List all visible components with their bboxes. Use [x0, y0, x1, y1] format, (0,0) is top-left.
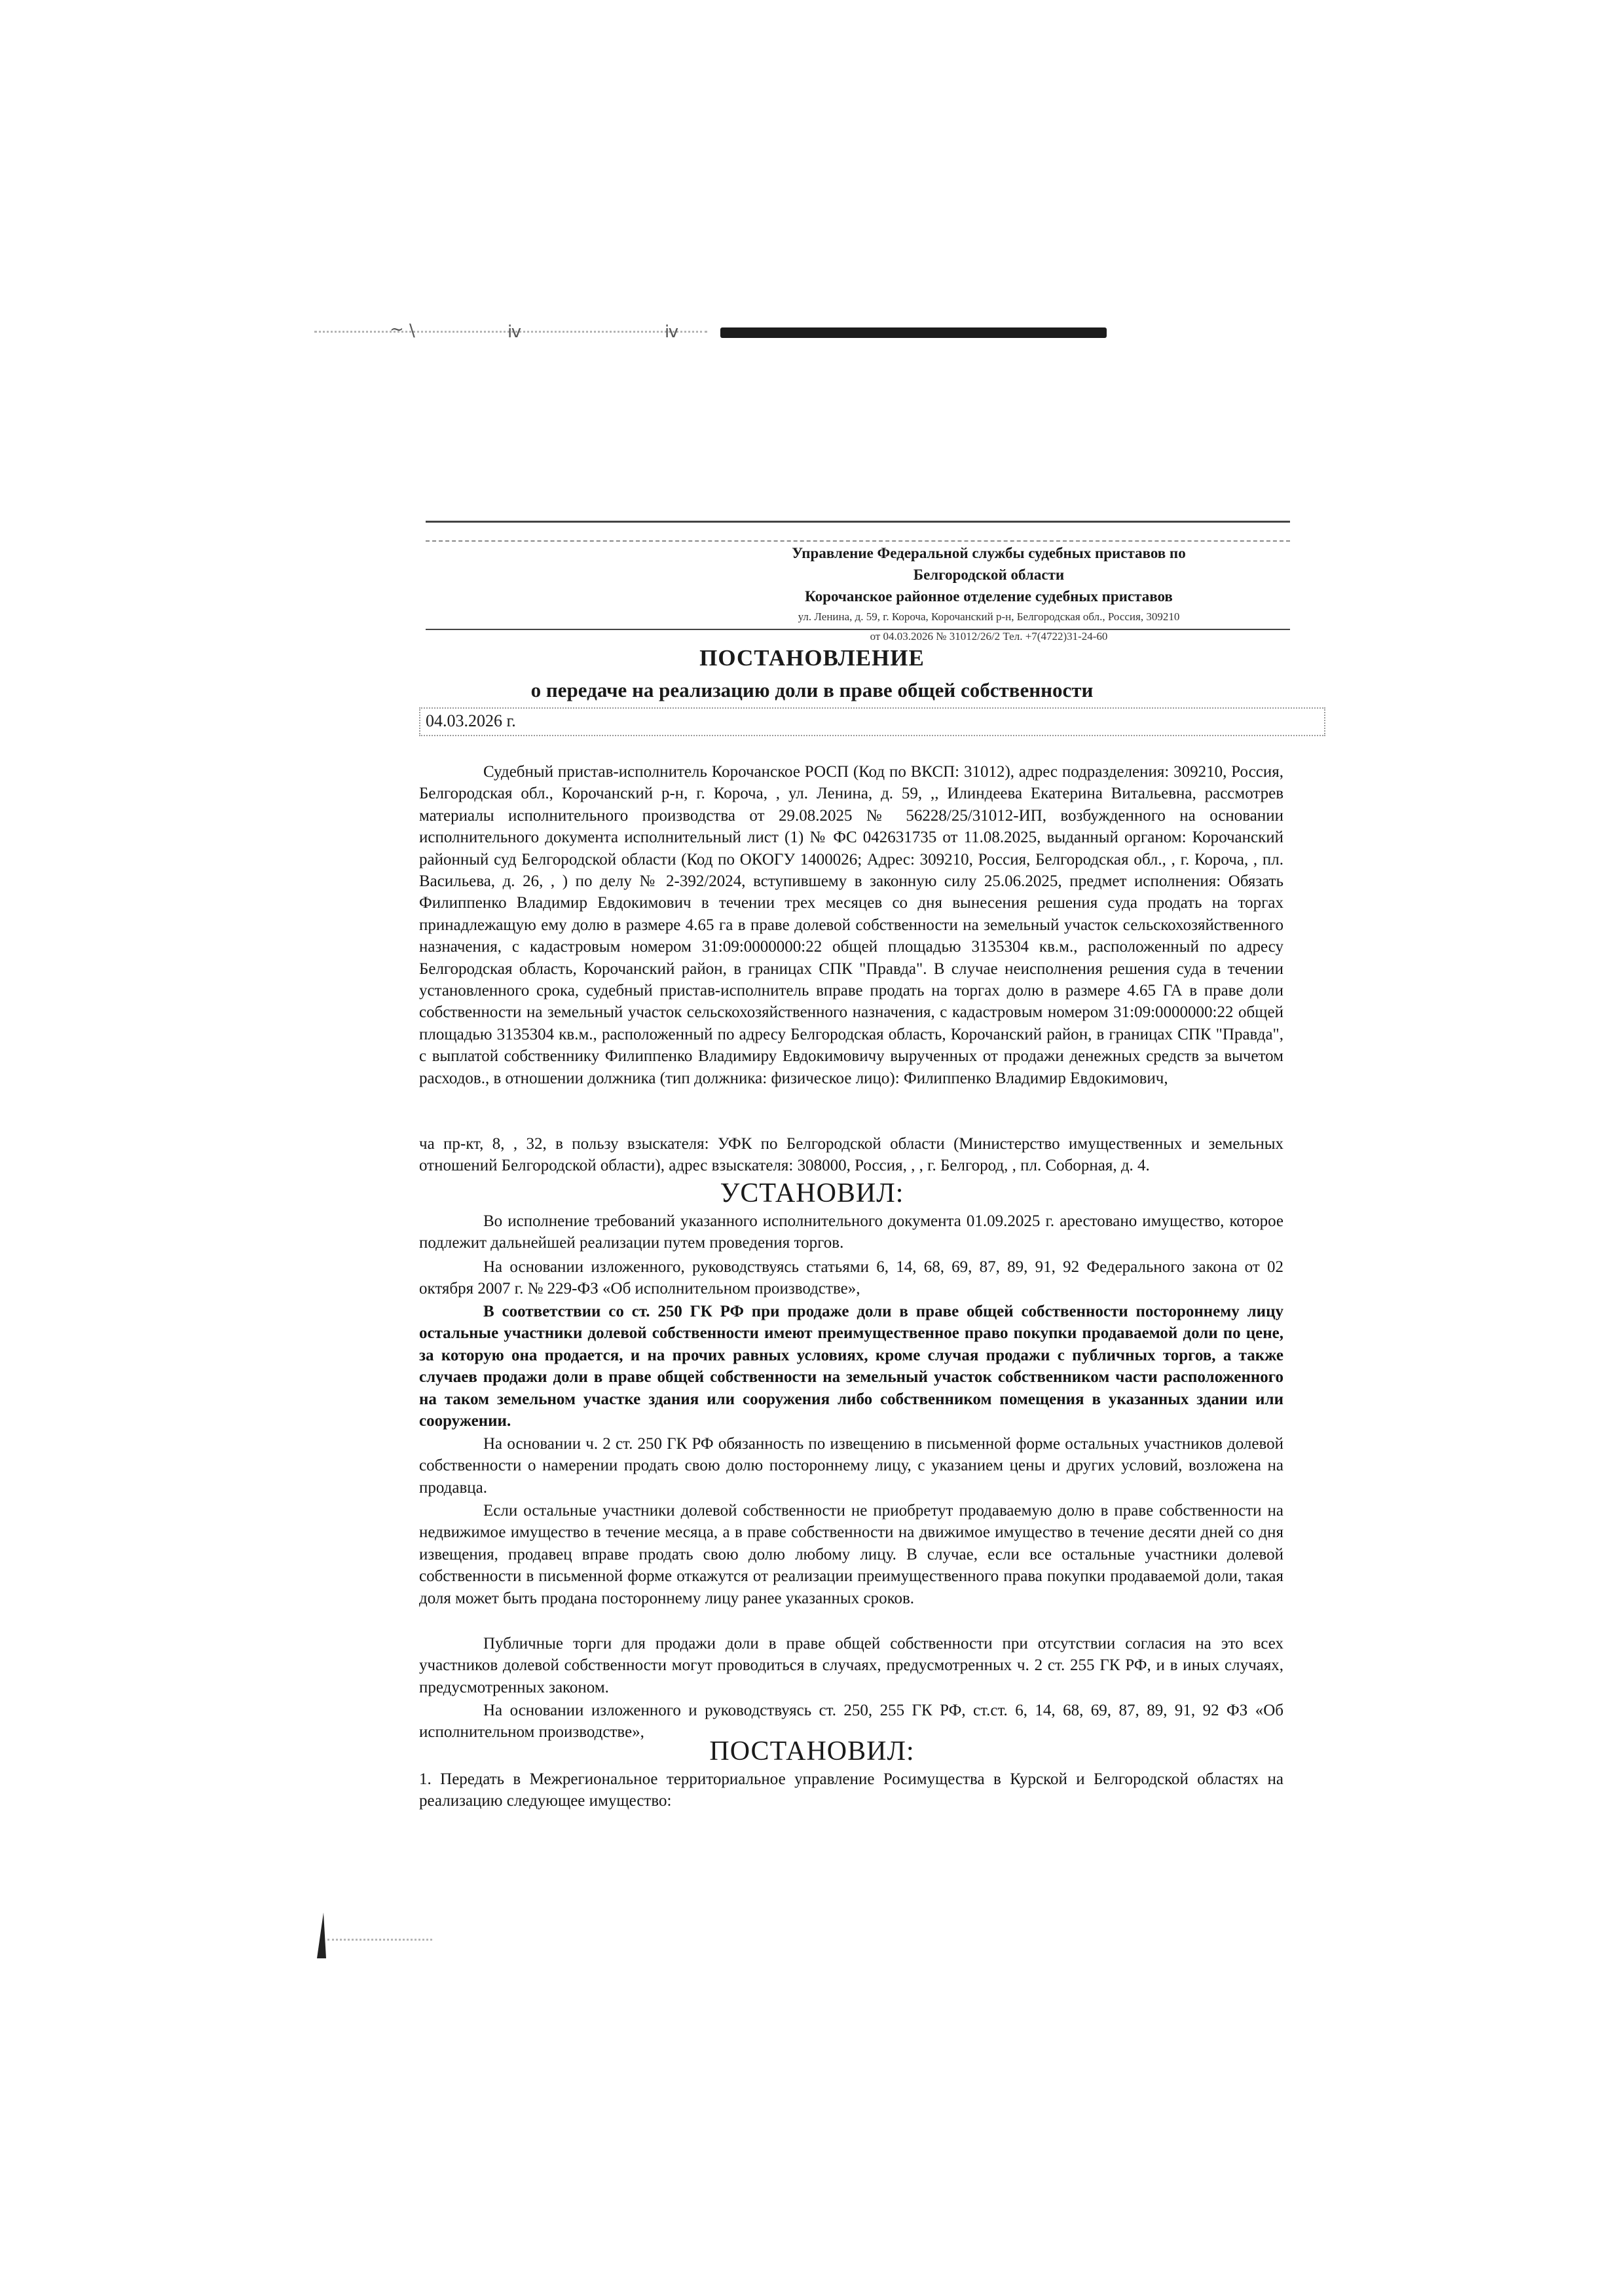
agency-region: Белгородской области — [913, 567, 1065, 583]
established-paragraph-bold: В соответствии со ст. 250 ГК РФ при продаже доли в праве общей собственности постороннему лицу остальные участники долевой собственности имеют преимущественное право покупки продаваемой доли по цене, за которую она продается, и на прочих равных условиях, кроме случая продажи с публичных торгов, а также случаев продажи доли в праве общей собственности на земельный участок собственником части расположенного на таком земельном участке здания или сооружения либо собственником помещения в указанных здании или сооружении. — [419, 1303, 1283, 1430]
header-rule-dashed — [426, 540, 1290, 542]
established-paragraph: На основании ч. 2 ст. 250 ГК РФ обязанность по извещению в письменной форме остальных участников долевой собственности о намерении продать свою долю постороннему лицу, с указанием цены и других условий, возложена на продавца. — [419, 1435, 1283, 1497]
scan-noise — [327, 1939, 432, 1945]
scan-black-bar — [720, 327, 1107, 338]
date-field — [419, 707, 1325, 736]
scan-mark: ⅳ — [507, 322, 522, 342]
header-rule-top — [426, 521, 1290, 523]
header-rule-bottom — [426, 629, 1290, 630]
document-date: 04.03.2026 г. — [426, 711, 516, 730]
scan-mark: ~ — [390, 320, 404, 339]
section-heading-resolved: ПОСТАНОВИЛ: — [709, 1736, 915, 1766]
established-paragraph: На основании изложенного и руководствуясь ст. 250, 255 ГК РФ, ст.ст. 6, 14, 68, 69, 87, 89, 91, 92 ФЗ «Об исполнительном производстве», — [419, 1702, 1283, 1742]
document-title: ПОСТАНОВЛЕНИЕ — [699, 645, 925, 671]
issuer-header — [688, 542, 1290, 646]
agency-name: Управление Федеральной службы судебных приставов по — [792, 545, 1186, 561]
department-name: Корочанское районное отделение судебных приставов — [805, 588, 1173, 605]
resolved-item: 1. Передать в Межрегиональное территориальное управление Росимущества в Курской и Белгородской областях на реализацию следующее имущество: — [419, 1770, 1283, 1810]
document-subtitle: о передаче на реализацию доли в праве общей собственности — [530, 679, 1094, 701]
established-paragraph: Если остальные участники долевой собственности не приобретут продаваемую долю в праве собственности на недвижимое имущество в течение месяца, а в праве собственности на движимое имущество в течение десяти дней со дня извещения, продавец вправе продать свою долю любому лицу. В случае, если все остальные участники долевой собственности в письменной форме откажутся от реализации преимущественного права покупки продаваемой доли, такая доля может быть продана постороннему лицу ранее указанных сроков. — [419, 1502, 1283, 1607]
document-ref: от 04.03.2026 № 31012/26/2 Тел. +7(4722)31-24-60 — [870, 630, 1108, 643]
scan-mark — [317, 1912, 326, 1958]
section-heading-established: УСТАНОВИЛ: — [720, 1178, 904, 1208]
department-address: ул. Ленина, д. 59, г. Короча, Корочанский р-н, Белгородская обл., Россия, 309210 — [798, 610, 1180, 623]
established-paragraph: Во исполнение требований указанного исполнительного документа 01.09.2025 г. арестовано имущество, которое подлежит дальнейшей реализации путем проведения торгов. — [419, 1212, 1283, 1252]
intro-paragraph: Судебный пристав-исполнитель Корочанское РОСП (Код по ВКСП: 31012), адрес подразделения: 309210, Россия, Белгородская обл., Корочанский р-н, г. Короча, , ул. Ленина, д. 59, ,, Илиндеева Екатерина Витальевна, рассмотрев материалы исполнительного производства от 29.08.2025 № 56228/25/31012-ИП, возбужденного на основании исполнительного документа исполнительный лист (1) № ФС 042631735 от 11.08.2025, выданный органом: Корочанский районный суд Белгородской области (Код по ОКОГУ 1400026; Адрес: 309210, Россия, Белгородская обл., , г. Короча, , пл. Васильева, д. 26, , ) по делу № 2-392/2024, вступившему в законную силу 25.06.2025, предмет исполнения: Обязать Филиппенко Владимир Евдокимович в течении трех месяцев со дня вынесения решения суда продать на торгах принадлежащую ему долю в размере 4.65 га в праве долевой собственности на земельный участок сельскохозяйственного назначения, с кадастровым номером 31:09:0000000:22 общей площадью 3135304 кв.м., расположенный по адресу Белгородская область, Корочанский район, в границах СПК "Правда". В случае неисполнения решения суда в течении установленного срока, судебный пристав-исполнитель вправе продать на торгах долю в размере 4.65 ГА в праве доли собственности на земельный участок сельскохозяйственного назначения, с кадастровым номером 31:09:0000000:22 общей площадью 3135304 кв.м., расположенный по адресу Белгородская область, Корочанский район, в границах СПК "Правда", с выплатой собственнику Филиппенко Владимиру Евдокимовичу вырученных от продажи денежных средств за вычетом расходов., в отношении должника (тип должника: физическое лицо): Филиппенко Владимир Евдокимович, — [419, 763, 1283, 1087]
established-paragraph: На основании изложенного, руководствуясь статьями 6, 14, 68, 69, 87, 89, 91, 92 Федерального закона от 02 октября 2007 г. № 229-ФЗ «Об исполнительном производстве», — [419, 1258, 1283, 1298]
scan-mark: ⅳ — [665, 322, 679, 342]
scan-mark: \ — [409, 321, 415, 341]
intro-paragraph-claimant: ча пр-кт, 8, , 32, в пользу взыскателя: УФК по Белгородской области (Министерство имущественных и земельных отношений Белгородской области), адрес взыскателя: 308000, Россия, , , г. Белгород, , пл. Соборная, д. 4. — [419, 1135, 1283, 1175]
established-paragraph: Публичные торги для продажи доли в праве общей собственности при отсутствии согласия на это всех участников долевой собственности могут проводиться в случаях, предусмотренных ч. 2 ст. 255 ГК РФ, и в иных случаях, предусмотренных законом. — [419, 1635, 1283, 1696]
